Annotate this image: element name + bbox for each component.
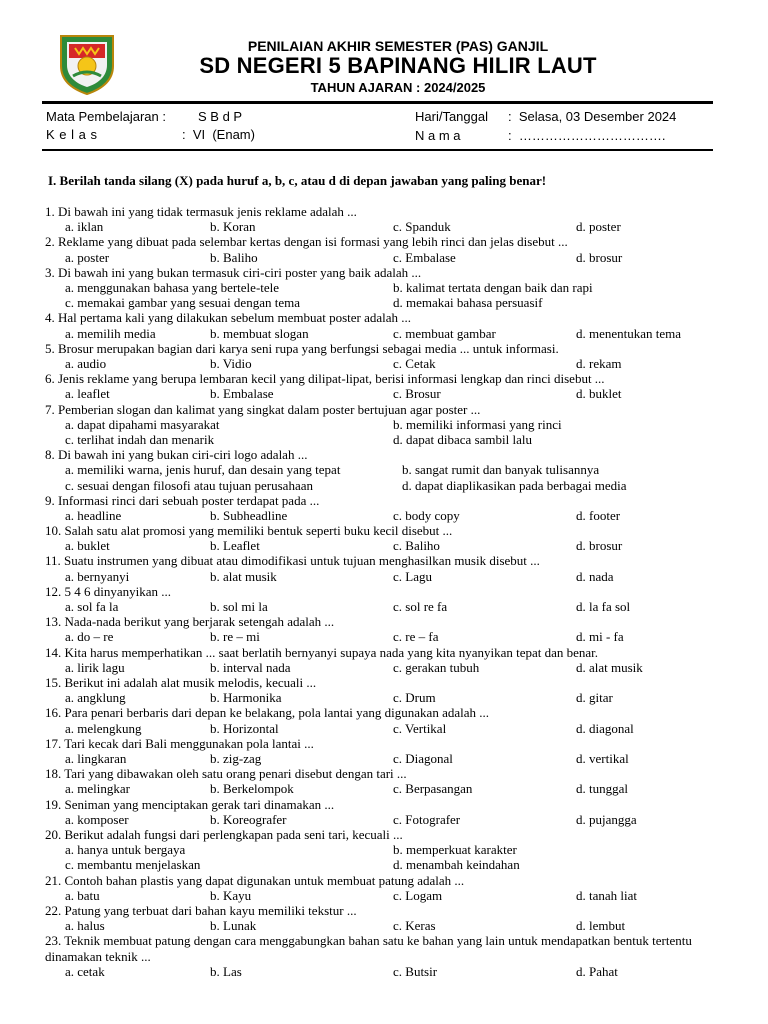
answer-option: c. sesuai dengan filosofi atau tujuan perusahaan [65, 477, 313, 493]
answer-options-row [45, 280, 735, 295]
answer-option: c. membantu menjelaskan [65, 857, 201, 873]
answer-option: c. membuat gambar [393, 325, 496, 341]
answer-option: b. Berkelompok [210, 781, 294, 797]
answer-option: d. pujangga [576, 811, 637, 827]
answer-options-row [45, 629, 735, 644]
answer-option: d. tunggal [576, 781, 628, 797]
answer-options-row [45, 508, 735, 523]
answer-option: c. Baliho [393, 538, 440, 554]
question-stem: 19. Seniman yang menciptakan gerak tari dinamakan ... [45, 796, 335, 812]
answer-option: c. body copy [393, 507, 460, 523]
answer-option: b. Vidio [210, 355, 252, 371]
subject-value: S B d P [198, 109, 243, 124]
class-label: K e l a s [46, 127, 98, 142]
question-item [45, 766, 735, 796]
question-stem: 16. Para penari berbaris dari depan ke belakang, pola lantai yang digunakan adalah ... [45, 705, 489, 721]
answer-option: c. Fotografer [393, 811, 461, 827]
answer-option: a. buklet [65, 538, 110, 554]
answer-options-row [45, 478, 735, 493]
answer-option: b. Lunak [210, 918, 257, 934]
answer-option: b. sangat rumit dan banyak tulisannya [402, 462, 600, 478]
answer-options-row [45, 888, 735, 903]
answer-options-row [45, 660, 735, 675]
name-label: N a m a [415, 128, 461, 143]
answer-option: d. footer [576, 507, 621, 523]
question-item [45, 933, 735, 979]
answer-option: a. halus [65, 918, 105, 934]
question-stem: 13. Nada-nada berikut yang berjarak setengah adalah ... [45, 614, 335, 630]
name-value: : ……………………………. [508, 128, 666, 143]
answer-option: d. la fa sol [576, 599, 631, 615]
answer-option: b. Harmonika [210, 690, 282, 706]
question-item [45, 447, 735, 493]
answer-option: a. angklung [65, 690, 126, 706]
question-item [45, 553, 735, 583]
answer-option: c. Spanduk [393, 219, 451, 235]
answer-option: d. memakai bahasa persuasif [393, 295, 543, 311]
question-stem: 9. Informasi rinci dari sebuah poster terdapat pada ... [45, 492, 320, 508]
question-stem: 10. Salah satu alat promosi yang memiliki bentuk seperti buku kecil disebut ... [45, 523, 453, 539]
answer-option: c. Vertikal [393, 720, 447, 736]
question-item [45, 873, 735, 903]
header-divider [42, 101, 713, 104]
answer-option: a. sol fa la [65, 599, 119, 615]
answer-option: b. Koreografer [210, 811, 287, 827]
answer-option: b. membuat slogan [210, 325, 309, 341]
day-label: Hari/Tanggal [415, 109, 488, 124]
question-item [45, 903, 735, 933]
answer-options-row [45, 295, 735, 310]
question-stem: 5. Brosur merupakan bagian dari karya seni rupa yang berfungsi sebagai media ... untuk informasi. [45, 340, 559, 356]
answer-option: d. vertikal [576, 751, 629, 767]
day-value: : Selasa, 03 Desember 2024 [508, 109, 677, 124]
question-item [45, 204, 735, 234]
question-stem: 7. Pemberian slogan dan kalimat yang singkat dalam poster bertujuan agar poster ... [45, 401, 481, 417]
question-stem: 1. Di bawah ini yang tidak termasuk jenis reklame adalah ... [45, 204, 357, 219]
answer-options-row [45, 432, 735, 447]
answer-option: c. Berpasangan [393, 781, 473, 797]
answer-option: a. lirik lagu [65, 659, 125, 675]
question-stem: 20. Berikut adalah fungsi dari perlengkapan pada seni tari, kecuali ... [45, 826, 403, 842]
question-item [45, 265, 735, 311]
answer-option: d. rekam [576, 355, 622, 371]
question-stem: 4. Hal pertama kali yang dilakukan sebelum membuat poster adalah ... [45, 310, 412, 326]
answer-options-row [45, 326, 735, 341]
answer-option: d. lembut [576, 918, 626, 934]
answer-option: b. alat musik [210, 568, 277, 584]
answer-option: c. Cetak [393, 355, 436, 371]
question-item [45, 584, 735, 614]
exam-title: PENILAIAN AKHIR SEMESTER (PAS) GANJIL [247, 38, 549, 54]
answer-option: b. kalimat tertata dengan baik dan rapi [393, 279, 593, 295]
info-divider [42, 149, 713, 151]
answer-options-row [45, 538, 735, 553]
answer-options-row [45, 751, 735, 766]
question-item [45, 736, 735, 766]
answer-option: d. diagonal [576, 720, 634, 736]
question-item [45, 523, 735, 553]
question-item [45, 827, 735, 873]
answer-option: b. Baliho [210, 249, 258, 265]
answer-option: a. memiliki warna, jenis huruf, dan desain yang tepat [65, 462, 341, 478]
answer-option: d. brosur [576, 249, 623, 265]
question-stem: 14. Kita harus memperhatikan ... saat berlatih bernyanyi supaya nada yang kita nyanyikan tepat dan benar. [45, 644, 599, 660]
answer-option: c. Diagonal [393, 751, 453, 767]
question-stem: 6. Jenis reklame yang berupa lembaran kecil yang dilipat-lipat, berisi informasi lengkap dan rinci disebut ... [45, 371, 605, 387]
question-stem: 21. Contoh bahan plastis yang dapat digunakan untuk membuat patung adalah ... [45, 872, 465, 888]
answer-option: c. Embalase [393, 249, 456, 265]
answer-options-row [45, 569, 735, 584]
question-item [45, 234, 735, 264]
answer-option: a. dapat dipahami masyarakat [65, 416, 220, 432]
question-item [45, 493, 735, 523]
question-stem: 11. Suatu instrumen yang dibuat atau dimodifikasi untuk tujuan menghasilkan musik disebut ... [45, 553, 540, 569]
answer-option: d. alat musik [576, 659, 643, 675]
question-stem: 2. Reklame yang dibuat pada selembar kertas dengan isi formasi yang lebih rinci dan jelas disebut ... [45, 234, 568, 250]
answer-option: a. poster [65, 249, 110, 265]
question-stem: 17. Tari kecak dari Bali menggunakan pola lantai ... [45, 735, 314, 751]
answer-option: d. tanah liat [576, 887, 638, 903]
question-item [45, 371, 735, 401]
question-item [45, 675, 735, 705]
answer-option: b. memiliki informasi yang rinci [393, 416, 562, 432]
answer-option: b. Embalase [210, 386, 274, 402]
answer-option: d. dapat dibaca sambil lalu [393, 431, 532, 447]
question-item [45, 402, 735, 448]
answer-option: d. brosur [576, 538, 623, 554]
answer-option: c. gerakan tubuh [393, 659, 480, 675]
question-stem: 22. Patung yang terbuat dari bahan kayu memiliki tekstur ... [45, 902, 357, 918]
answer-options-row [45, 857, 735, 872]
answer-option: c. terlihat indah dan menarik [65, 431, 215, 447]
question-stem: 18. Tari yang dibawakan oleh satu orang penari disebut dengan tari ... [45, 766, 407, 782]
answer-option: a. melingkar [65, 781, 130, 797]
answer-option: d. dapat diaplikasikan pada berbagai media [402, 477, 627, 493]
answer-options-row [45, 781, 735, 796]
question-item [45, 797, 735, 827]
answer-options-row [45, 812, 735, 827]
answer-option: a. bernyanyi [65, 568, 130, 584]
answer-option: a. headline [65, 507, 122, 523]
answer-option: a. iklan [65, 219, 104, 235]
answer-options-row [45, 842, 735, 857]
answer-option: b. Kayu [210, 887, 252, 903]
answer-option: a. melengkung [65, 720, 142, 736]
academic-year: TAHUN AJARAN : 2024/2025 [310, 80, 486, 95]
answer-options-row [45, 417, 735, 432]
answer-options-row [45, 356, 735, 371]
answer-option: b. Las [210, 963, 242, 979]
answer-options-row [45, 250, 735, 265]
answer-option: a. cetak [65, 963, 105, 979]
answer-option: a. do – re [65, 629, 114, 645]
answer-options-row [45, 918, 735, 933]
answer-option: a. leaflet [65, 386, 110, 402]
answer-options-row [45, 721, 735, 736]
answer-option: c. Butsir [393, 963, 438, 979]
answer-option: d. buklet [576, 386, 622, 402]
exam-header [0, 0, 768, 100]
answer-option: d. gitar [576, 690, 613, 706]
answer-options-row [45, 386, 735, 401]
question-stem: 8. Di bawah ini yang bukan ciri-ciri logo adalah ... [45, 447, 308, 463]
answer-option: c. re – fa [393, 629, 439, 645]
answer-option: c. Lagu [393, 568, 432, 584]
answer-option: a. memilih media [65, 325, 156, 341]
answer-option: c. Brosur [393, 386, 441, 402]
answer-options-row [45, 964, 735, 979]
question-item [45, 310, 735, 340]
answer-option: b. sol mi la [210, 599, 268, 615]
question-item [45, 705, 735, 735]
answer-options-row [45, 690, 735, 705]
answer-option: b. Horizontal [210, 720, 279, 736]
answer-option: c. sol re fa [393, 599, 448, 615]
question-stem: 23. Teknik membuat patung dengan cara menggabungkan bahan satu ke bahan yang lain untuk mendapatkan bentuk tertentu dinamakan teknik ... [45, 933, 696, 964]
answer-option: c. memakai gambar yang sesuai dengan tema [65, 295, 300, 311]
answer-option: b. memperkuat karakter [393, 842, 517, 858]
answer-option: b. Subheadline [210, 507, 288, 523]
answer-option: d. poster [576, 219, 621, 235]
answer-option: b. Koran [210, 219, 256, 235]
answer-option: d. Pahat [576, 963, 618, 979]
question-item [45, 645, 735, 675]
question-stem: 15. Berikut ini adalah alat musik melodis, kecuali ... [45, 675, 317, 691]
answer-option: d. menambah keindahan [393, 857, 520, 873]
answer-options-row [45, 219, 735, 234]
question-item [45, 614, 735, 644]
answer-options-row [45, 462, 735, 477]
school-name: SD NEGERI 5 BAPINANG HILIR LAUT [199, 53, 597, 78]
question-item [45, 341, 735, 371]
question-stem: 3. Di bawah ini yang bukan termasuk ciri-ciri poster yang baik adalah ... [45, 264, 422, 280]
answer-option: d. menentukan tema [576, 325, 682, 341]
answer-option: b. zig-zag [210, 751, 262, 767]
answer-option: a. komposer [65, 811, 129, 827]
answer-option: c. Logam [393, 887, 443, 903]
answer-option: b. interval nada [210, 659, 291, 675]
answer-option: a. lingkaran [65, 751, 127, 767]
answer-option: a. menggunakan bahasa yang bertele-tele [65, 279, 280, 295]
answer-options-row [45, 599, 735, 614]
class-value: : VI (Enam) [182, 127, 255, 142]
answer-option: b. re – mi [210, 629, 260, 645]
answer-option: a. audio [65, 355, 107, 371]
instruction-text: I. Berilah tanda silang (X) pada huruf a, b, c, atau d di depan jawaban yang paling benar! [48, 173, 547, 188]
answer-option: b. Leaflet [210, 538, 260, 554]
answer-option: a. batu [65, 887, 100, 903]
answer-option: d. mi - fa [576, 629, 624, 645]
question-stem: 12. 5 4 6 dinyanyikan ... [45, 583, 172, 599]
answer-option: c. Keras [393, 918, 436, 934]
question-list [45, 204, 735, 979]
subject-label: Mata Pembelajaran : [46, 109, 166, 124]
answer-option: a. hanya untuk bergaya [65, 842, 186, 858]
answer-option: d. nada [576, 568, 614, 584]
answer-option: c. Drum [393, 690, 436, 706]
